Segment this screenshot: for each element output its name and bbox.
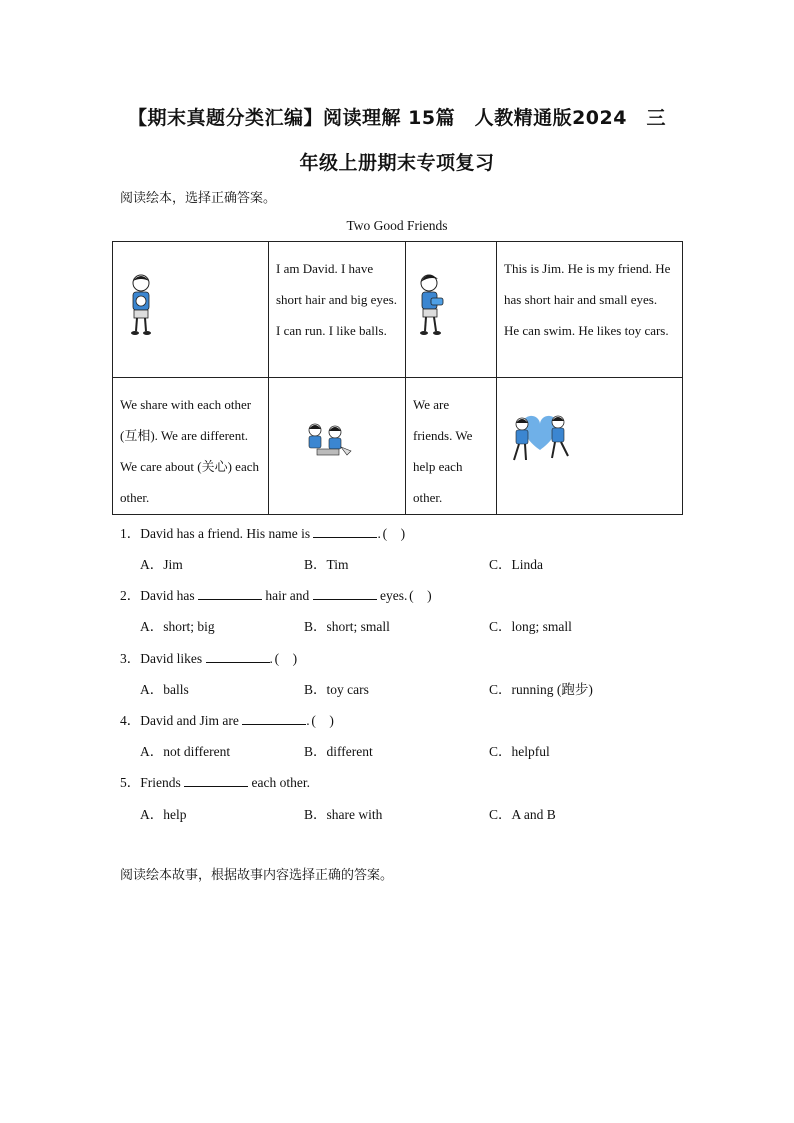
question-5-text: 5．Friends bbox=[120, 775, 185, 790]
option-2b[interactable]: B．short; small bbox=[304, 619, 390, 634]
answer-blank[interactable] bbox=[198, 587, 262, 600]
friends-text-cell: We are friends. We help each other. bbox=[406, 378, 497, 515]
heart-picture-cell bbox=[497, 378, 683, 515]
question-2 bbox=[120, 584, 433, 604]
question-2-middle: hair and bbox=[262, 588, 313, 603]
david-picture bbox=[121, 271, 161, 337]
section2-instruction: 阅读绘本故事，根据故事内容选择正确的答案。 bbox=[120, 868, 394, 883]
jim-text-cell: This is Jim. He is my friend. He has short hair and small eyes. He can swim. He likes toy cars. bbox=[497, 242, 683, 378]
option-4c[interactable]: C．helpful bbox=[489, 744, 550, 759]
answer-parentheses[interactable]: ( ) bbox=[409, 588, 432, 603]
heart-picture bbox=[500, 410, 580, 472]
option-4b[interactable]: B．different bbox=[304, 744, 373, 759]
option-5c[interactable]: C．A and B bbox=[489, 807, 556, 822]
question-4 bbox=[120, 709, 336, 729]
story-table bbox=[112, 241, 683, 515]
option-5a[interactable]: A．help bbox=[140, 807, 187, 822]
question-1 bbox=[120, 522, 407, 542]
option-3a[interactable]: A．balls bbox=[140, 682, 189, 697]
option-2a[interactable]: A．short; big bbox=[140, 619, 215, 634]
answer-parentheses[interactable]: ( ) bbox=[311, 713, 334, 728]
sharing-picture-cell bbox=[269, 378, 406, 515]
page-title-line-2: 年级上册期末专项复习 bbox=[299, 152, 495, 174]
answer-blank[interactable] bbox=[242, 712, 306, 725]
story-title: Two Good Friends bbox=[346, 218, 448, 233]
answer-parentheses[interactable]: ( ) bbox=[382, 526, 406, 541]
question-1-text: 1．David has a friend. His name is bbox=[120, 526, 314, 541]
option-3c[interactable]: C．running (跑步) bbox=[489, 682, 593, 697]
david-picture-cell bbox=[113, 242, 269, 378]
page-title-line-1: 【期末真题分类汇编】阅读理解 15篇 人教精通版2024 三 bbox=[128, 107, 666, 129]
question-3-end: . bbox=[269, 651, 273, 666]
question-4-text: 4．David and Jim are bbox=[120, 713, 243, 728]
question-3-text: 3．David likes bbox=[120, 651, 206, 666]
answer-blank[interactable] bbox=[313, 587, 377, 600]
answer-blank[interactable] bbox=[184, 774, 248, 787]
question-2-text: 2．David has bbox=[120, 588, 198, 603]
sharing-picture bbox=[297, 421, 357, 461]
option-1a[interactable]: A．Jim bbox=[140, 557, 183, 572]
question-3 bbox=[120, 647, 299, 667]
option-2c[interactable]: C．long; small bbox=[489, 619, 572, 634]
option-1c[interactable]: C．Linda bbox=[489, 557, 543, 572]
option-3b[interactable]: B．toy cars bbox=[304, 682, 369, 697]
question-1-end: . bbox=[377, 526, 381, 541]
share-text-cell: We share with each other (互相). We are different. We care about (关心) each other. bbox=[113, 378, 269, 515]
option-1b[interactable]: B．Tim bbox=[304, 557, 349, 572]
question-5-end: each other. bbox=[248, 775, 310, 790]
question-4-end: . bbox=[306, 713, 310, 728]
section1-instruction: 阅读绘本，选择正确答案。 bbox=[120, 191, 277, 206]
david-text-cell: I am David. I have short hair and big eyes. I can run. I like balls. bbox=[269, 242, 406, 378]
answer-blank[interactable] bbox=[206, 650, 270, 663]
question-2-end: eyes. bbox=[376, 588, 408, 603]
jim-picture bbox=[411, 271, 451, 337]
answer-blank[interactable] bbox=[313, 525, 377, 538]
option-4a[interactable]: A．not different bbox=[140, 744, 231, 759]
jim-picture-cell bbox=[406, 242, 497, 378]
option-5b[interactable]: B．share with bbox=[304, 807, 383, 822]
answer-parentheses[interactable]: ( ) bbox=[274, 651, 298, 666]
question-5 bbox=[120, 771, 310, 791]
